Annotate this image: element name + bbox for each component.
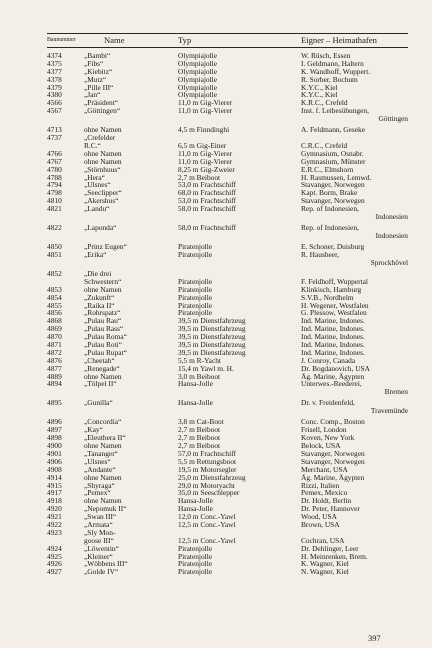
row-type: Piratenjolle [178, 559, 213, 569]
row-name: „Hera“ [84, 172, 105, 182]
row-owner: E. Schoner, Duisburg [301, 242, 365, 252]
row-type: 53,0 m Frachtschiff [178, 196, 236, 206]
row-name: „Pulau Roma“ [84, 332, 127, 342]
row-number: 4767 [47, 156, 62, 166]
row-owner: R. Sorber, Bochum [301, 74, 358, 84]
row-type: 19,5 m Motorsegler [178, 464, 237, 474]
row-name: „Pulau Rass“ [84, 324, 124, 334]
row-number: 4855 [47, 300, 62, 310]
row-number: 4794 [47, 180, 62, 190]
row-type: 15,4 m Yawl m. H. [178, 363, 234, 373]
row-owner: K.Y.C., Kiel [301, 82, 338, 92]
row-owner: Kapt. Borm, Brake [301, 188, 358, 198]
row-name: „Raika II“ [84, 300, 115, 310]
row-type: 39,5 m Dienstfahrzeug [178, 340, 246, 350]
row-owner: Inst. f. Leibesübungen, [301, 106, 369, 116]
row-owner: H. Wegener, Westfalen [301, 300, 369, 310]
table-row [47, 399, 408, 415]
row-name: „Armata“ [84, 520, 113, 530]
row-owner: Cochran, USA [301, 535, 345, 545]
row-number: 4737 [47, 133, 62, 143]
row-owner-continued: Göttingen [378, 114, 408, 124]
row-owner: C.R.C., Crefeld [301, 141, 348, 150]
row-type: 6,5 m Gig-Einer [178, 141, 227, 150]
row-name: „Kay“ [84, 425, 103, 435]
table-row [47, 224, 408, 240]
row-name: „Golde IV“ [84, 567, 119, 577]
row-number: 4380 [47, 90, 62, 100]
row-number: 4925 [47, 551, 62, 561]
row-name: „Gunilla“ [84, 398, 113, 408]
row-number: 4923 [47, 527, 62, 537]
row-type: 58,0 m Frachtschiff [178, 204, 236, 214]
row-owner: Äg. Marine, Ägypten [301, 472, 365, 482]
row-name: „Wöbbens III“ [84, 559, 128, 569]
row-number: 4898 [47, 433, 62, 443]
row-owner: Äg. Marine, Ägypten [301, 371, 365, 381]
row-number: 4900 [47, 441, 62, 451]
row-owner: Ind. Marine, Indones. [301, 340, 365, 350]
row-owner: I. Geldmann, Haltern [301, 58, 364, 68]
row-name-continued: R.C.“ [84, 141, 101, 150]
row-name: „Eleuthera II“ [84, 433, 126, 443]
row-owner: Dr. Peter, Hannover [301, 504, 360, 514]
table-row [47, 270, 408, 286]
row-type: Hansa-Jolle [178, 504, 213, 514]
row-name: „Landu“ [84, 204, 110, 214]
row-type: 35,0 m Seeschlepper [178, 488, 240, 498]
row-type: 53,0 m Frachtschiff [178, 180, 236, 190]
row-name: „Fibs“ [84, 58, 104, 68]
row-owner: Rep. of Indonesien, [301, 223, 359, 233]
header-name: Name [104, 35, 125, 45]
row-type: 12,0 m Conc.-Yawl [178, 512, 236, 522]
row-number: 4852 [47, 268, 62, 278]
row-name: „Seeclipper“ [84, 188, 122, 198]
header-owner: Eigner – Heimathafen [301, 35, 377, 45]
row-name: „Erika“ [84, 250, 107, 259]
row-name-continued: Schwestern“ [84, 276, 122, 286]
row-owner: Gymnasium, Münster [301, 156, 366, 166]
row-owner-continued: Bremen [384, 387, 408, 397]
row-number: 4876 [47, 355, 62, 365]
row-type: 2,7 m Beiboot [178, 433, 221, 443]
row-number: 4378 [47, 74, 62, 84]
row-type: 5,5 m Rettungsboot [178, 456, 237, 466]
table-body [47, 52, 408, 576]
row-owner: F. Feldhoff, Wuppertal [301, 276, 368, 286]
row-number: 4851 [47, 250, 62, 259]
row-name: „Prinz Eugen“ [84, 242, 127, 252]
row-name: „Renegade“ [84, 363, 120, 373]
row-owner: K.R.C., Crefeld [301, 98, 348, 108]
row-name: „Swan III“ [84, 512, 117, 522]
row-type: Olympiajolle [178, 90, 217, 100]
row-type: Piratenjolle [178, 242, 213, 252]
row-number: 4374 [47, 51, 62, 60]
row-owner: Brown, USA [301, 520, 340, 530]
row-owner: K. Wagner, Kiel [301, 559, 349, 569]
row-type: Piratenjolle [178, 543, 213, 553]
row-name: „Akershus“ [84, 196, 119, 206]
row-owner: S.V.B., Nordhelm [301, 292, 354, 302]
row-name: „Mutz“ [84, 74, 107, 84]
table-row [47, 84, 408, 92]
row-name: „Concordia“ [84, 417, 122, 427]
row-type: Olympiajolle [178, 82, 217, 92]
row-name: ohne Namen [84, 148, 122, 158]
row-owner: Koven, New York [301, 433, 355, 443]
row-number: 4927 [47, 567, 62, 577]
row-owner: Frisell, London [301, 425, 347, 435]
row-owner: A. Feldmann, Geseke [301, 125, 366, 135]
table-row [47, 205, 408, 221]
row-number: 4917 [47, 488, 62, 498]
row-number: 4566 [47, 98, 62, 108]
row-number: 4766 [47, 148, 62, 158]
row-type: Piratenjolle [178, 284, 213, 294]
row-type: 11,0 m Gig-Vierer [178, 156, 233, 166]
row-number: 4908 [47, 464, 62, 474]
row-type: Olympiajolle [178, 74, 217, 84]
row-owner: Stavanger, Norwegen [301, 196, 365, 206]
row-type: Hansa-Jolle [178, 398, 213, 408]
row-type: 8,25 m Gig-Zweier [178, 164, 235, 174]
row-name: „Cheetah“ [84, 355, 115, 365]
row-owner: Belock, USA [301, 441, 341, 451]
row-name: „Pille III“ [84, 82, 114, 92]
row-type: 2,7 m Beiboot [178, 172, 221, 182]
table-row [47, 529, 408, 545]
row-owner: H. Rasmussen, Lemwd. [301, 172, 372, 182]
row-type: 3,0 m Beiboot [178, 371, 221, 381]
row-number: 4856 [47, 308, 62, 318]
row-owner: Ind. Marine, Indones. [301, 347, 365, 357]
row-type: 2,7 m Beiboot [178, 425, 221, 435]
row-type: 39,5 m Dienstfahrzeug [178, 347, 246, 357]
table-header [47, 33, 408, 48]
row-type: Olympiajolle [178, 58, 217, 68]
row-type: 11,0 m Gig-Vierer [178, 148, 233, 158]
row-name: ohne Namen [84, 472, 122, 482]
row-type: Piratenjolle [178, 276, 213, 286]
row-name: „Die drei [84, 268, 112, 278]
row-number: 4375 [47, 58, 62, 68]
row-number: 4920 [47, 504, 62, 514]
row-name: „Jan“ [84, 90, 101, 100]
row-owner: Dr. v. Freidenfeld, [301, 398, 355, 408]
row-name: „Rohrspatz“ [84, 308, 121, 318]
row-owner: Gymnasium, Osnabr. [301, 148, 364, 158]
row-owner: Klinkisch, Hamburg [301, 284, 362, 294]
table-row [47, 380, 408, 396]
row-owner: Ind. Marine, Indones. [301, 332, 365, 342]
row-owner-continued: Indonesien [375, 212, 408, 222]
row-owner: Stavanger, Norwegen [301, 456, 365, 466]
row-name: „Kiebitz“ [84, 66, 113, 76]
row-name: „Pulau Rau“ [84, 316, 122, 326]
row-name: „Störnhuus“ [84, 164, 121, 174]
row-number: 4377 [47, 66, 62, 76]
row-number: 4853 [47, 284, 62, 294]
row-type: 2,7 m Beiboot [178, 441, 221, 451]
table-row [47, 107, 408, 123]
row-type: Olympiajolle [178, 51, 217, 60]
row-owner: J. Conroy, Canada [301, 355, 356, 365]
row-name: „Kleiner“ [84, 551, 113, 561]
row-number: 4918 [47, 496, 62, 506]
row-owner: Dr. Dehlinger, Leer [301, 543, 359, 553]
header-nr: Baunummer [47, 37, 76, 43]
row-name: „Präsident“ [84, 98, 119, 108]
row-name: „Ulsnes“ [84, 456, 111, 466]
row-type: 58,0 m Frachtschiff [178, 223, 236, 233]
row-name: ohne Namen [84, 125, 122, 135]
row-number: 4567 [47, 106, 62, 116]
row-number: 4780 [47, 164, 62, 174]
row-type: Piratenjolle [178, 300, 213, 310]
row-number: 4894 [47, 379, 62, 389]
row-owner: Conc. Comp., Boston [301, 417, 365, 427]
row-number: 4901 [47, 449, 62, 458]
row-owner-continued: Indonesien [375, 231, 408, 241]
row-owner: K. Wandhoff, Wuppert. [301, 66, 371, 76]
row-name: „Tananger“ [84, 449, 118, 458]
row-type: 39,5 m Dienstfahrzeug [178, 332, 246, 342]
row-name: „Löwentin“ [84, 543, 119, 553]
row-number: 4915 [47, 480, 62, 490]
row-type: Piratenjolle [178, 292, 213, 302]
row-owner: Dr. Holdt, Berlin [301, 496, 352, 506]
row-name: „Pemex“ [84, 488, 111, 498]
row-type: 39,5 m Dienstfahrzeug [178, 316, 246, 326]
row-owner: Rizzi, Italien [301, 480, 340, 490]
row-number: 4926 [47, 559, 62, 569]
row-name: ohne Namen [84, 441, 122, 451]
row-owner: Rep. of Indonesien, [301, 204, 359, 214]
row-name: „Andante“ [84, 464, 116, 474]
row-name: ohne Namen [84, 496, 122, 506]
row-number: 4868 [47, 316, 62, 326]
row-number: 4854 [47, 292, 62, 302]
row-type: Olympiajolle [178, 66, 217, 76]
row-owner-continued: Travemünde [370, 406, 408, 416]
row-type: 4,5 m Finndinghi [178, 125, 230, 135]
row-type: 11,0 m Gig-Vierer [178, 106, 233, 116]
row-owner: N. Wagner, Kiel [301, 567, 349, 577]
row-owner: Dr. Bogdanovich, USA [301, 363, 370, 373]
row-owner: R. Hausheer, [301, 250, 340, 259]
row-type: 68,0 m Frachtschiff [178, 188, 236, 198]
row-name: „Göttingen“ [84, 106, 121, 116]
row-number: 4872 [47, 347, 62, 357]
row-owner-continued: Sprockhövel [370, 257, 408, 267]
row-number: 4870 [47, 332, 62, 342]
header-typ: Typ [178, 35, 192, 45]
row-name: „Bambi“ [84, 51, 111, 60]
row-name: „Zukunft“ [84, 292, 115, 302]
row-owner: H. Meinrenken, Brem. [301, 551, 368, 561]
row-number: 4821 [47, 204, 62, 214]
row-number: 4877 [47, 363, 62, 373]
row-type: Piratenjolle [178, 250, 213, 259]
row-owner: Stavanger, Norwegen [301, 180, 365, 190]
row-name-continued: goose III“ [84, 535, 114, 545]
row-type: 12,5 m Conc.-Yawl [178, 520, 236, 530]
table-row [47, 251, 408, 267]
row-number: 4922 [47, 520, 62, 530]
row-name: ohne Namen [84, 156, 122, 166]
row-owner: Ind. Marine, Indones. [301, 324, 365, 334]
row-name: „Shyraga“ [84, 480, 115, 490]
row-type: Hansa-Jolle [178, 496, 213, 506]
row-type: 39,5 m Dienstfahrzeug [178, 324, 246, 334]
row-type: Piratenjolle [178, 551, 213, 561]
row-type: Piratenjolle [178, 308, 213, 318]
row-type: 57,0 m Frachtschiff [178, 449, 236, 458]
row-number: 4895 [47, 398, 62, 408]
row-number: 4850 [47, 242, 62, 252]
row-number: 4889 [47, 371, 62, 381]
row-name: „Pulau Roti“ [84, 340, 122, 350]
row-type: Hansa-Jolle [178, 379, 213, 389]
row-owner: K.Y.C., Kiel [301, 90, 338, 100]
row-number: 4924 [47, 543, 62, 553]
row-owner: E.R.C., Elmshorn [301, 164, 354, 174]
row-number: 4810 [47, 196, 62, 206]
row-number: 4921 [47, 512, 62, 522]
row-type: 11,0 m Gig-Vierer [178, 98, 233, 108]
row-name: „Laponda“ [84, 223, 117, 233]
row-number: 4906 [47, 456, 62, 466]
row-name: „Sly Mon- [84, 527, 116, 537]
row-number: 4914 [47, 472, 62, 482]
row-owner: Ind. Marine, Indones. [301, 316, 365, 326]
row-name: „Ulsnes“ [84, 180, 111, 190]
row-name: „Crefelder [84, 133, 116, 143]
row-owner: G. Plessow, Westfalen [301, 308, 367, 318]
row-name: „Pulau Rupat“ [84, 347, 127, 357]
row-type: 3,8 m Cat-Boot [178, 417, 224, 427]
row-number: 4869 [47, 324, 62, 334]
table-row [47, 134, 408, 150]
row-type: 29,0 m Motoryacht [178, 480, 235, 490]
row-type: 12,5 m Conc.-Yawl [178, 535, 236, 545]
row-owner: Merchant, USA [301, 464, 348, 474]
row-name: „Nepomuk II“ [84, 504, 127, 514]
row-owner: Wood, USA [301, 512, 337, 522]
row-number: 4822 [47, 223, 62, 233]
row-number: 4379 [47, 82, 62, 92]
row-number: 4788 [47, 172, 62, 182]
row-number: 4713 [47, 125, 62, 135]
row-owner: Unterwes.-Reederei, [301, 379, 362, 389]
row-type: 5,5 m R-Yacht [178, 355, 221, 365]
row-type: Piratenjolle [178, 567, 213, 577]
page-number: 397 [368, 634, 381, 643]
row-name: ohne Namen [84, 284, 122, 294]
row-number: 4897 [47, 425, 62, 435]
row-owner: Stavanger, Norwegen [301, 449, 365, 458]
row-owner: W. Rüsch, Essen [301, 51, 351, 60]
row-number: 4896 [47, 417, 62, 427]
table-row [47, 568, 408, 576]
row-owner: Pemex, Mexico [301, 488, 348, 498]
row-number: 4871 [47, 340, 62, 350]
row-type: 25,0 m Dienstfahrzeug [178, 472, 246, 482]
row-number: 4798 [47, 188, 62, 198]
row-name: ohne Namen [84, 371, 122, 381]
row-name: „Tölpel II“ [84, 379, 117, 389]
